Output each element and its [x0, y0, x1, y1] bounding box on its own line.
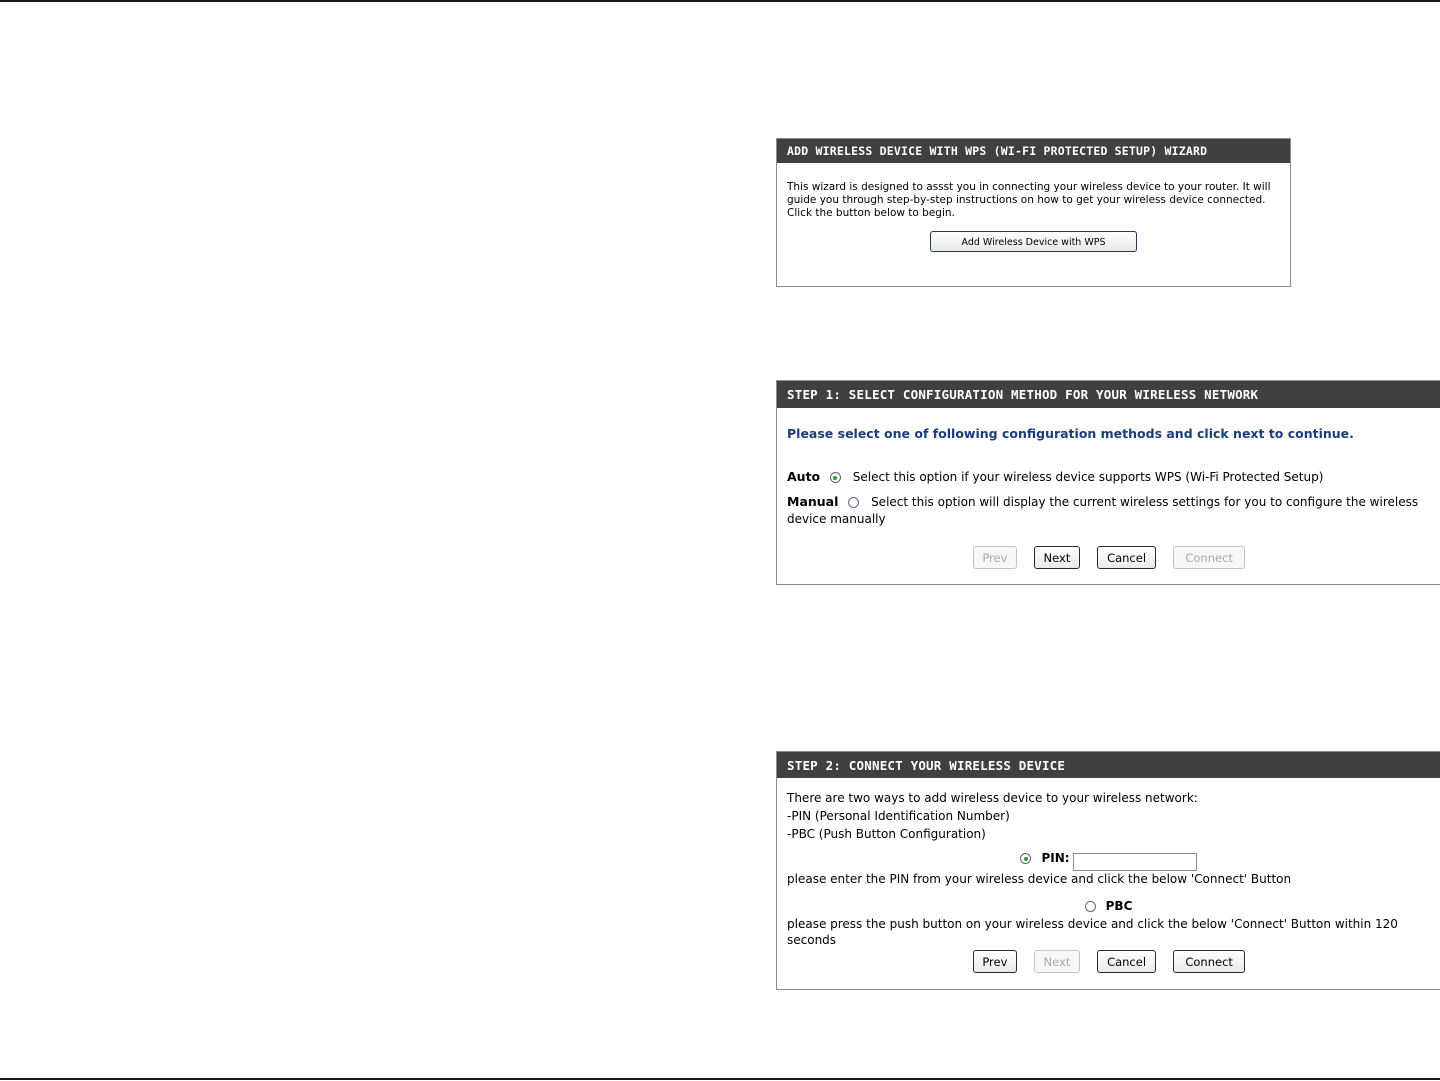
- manual-label: Manual: [787, 494, 839, 509]
- step2-panel: [776, 751, 1440, 990]
- auto-description: Select this option if your wireless device supports WPS (Wi-Fi Protected Setup): [852, 470, 1324, 484]
- step2-intro-line: There are two ways to add wireless device to your wireless network:: [787, 791, 1198, 805]
- pin-option-row: [787, 848, 1430, 871]
- manual-description: Select this option will display the current wireless settings for you to configure the wireless device manually: [787, 495, 1419, 526]
- pbc-option-row: [787, 896, 1430, 916]
- step2-title: STEP 2: CONNECT YOUR WIRELESS DEVICE: [777, 752, 1440, 778]
- manual-option-row: [787, 493, 1430, 528]
- wps-wizard-title: ADD WIRELESS DEVICE WITH WPS (WI-FI PROTECTED SETUP) WIZARD: [777, 139, 1290, 163]
- step2-next-button[interactable]: Next: [1034, 950, 1080, 973]
- step1-panel: [776, 380, 1440, 585]
- manual-radio[interactable]: [848, 497, 859, 508]
- step1-prev-button[interactable]: Prev: [973, 546, 1017, 569]
- pbc-hint: please press the push button on your wireless device and click the below 'Connect' Button within 120 seconds: [787, 916, 1398, 947]
- wps-wizard-description: This wizard is designed to assst you in connecting your wireless device to your router. It will guide you through step-by-step instructions on how to get your wireless device connected. Click the button below to begin.: [787, 181, 1271, 219]
- auto-option-row: [787, 469, 1430, 485]
- step2-intro-pbc: -PBC (Push Button Configuration): [787, 827, 986, 841]
- auto-radio[interactable]: [830, 472, 841, 483]
- step1-lead-text: Please select one of following configuration methods and click next to continue.: [787, 426, 1354, 441]
- step1-connect-button[interactable]: Connect: [1173, 546, 1245, 569]
- pbc-radio[interactable]: [1085, 901, 1096, 912]
- step1-cancel-button[interactable]: Cancel: [1097, 546, 1156, 569]
- pin-hint: please enter the PIN from your wireless device and click the below 'Connect' Button: [787, 871, 1292, 886]
- step1-next-button[interactable]: Next: [1034, 546, 1080, 569]
- step2-prev-button[interactable]: Prev: [973, 950, 1017, 973]
- bottom-rule: [0, 1078, 1440, 1080]
- step2-connect-button[interactable]: Connect: [1173, 950, 1245, 973]
- wps-wizard-panel: [776, 138, 1291, 287]
- auto-label: Auto: [787, 469, 821, 484]
- pin-input[interactable]: [1073, 853, 1197, 871]
- step2-intro-pin: -PIN (Personal Identification Number): [787, 809, 1010, 823]
- step2-intro: [787, 789, 1430, 843]
- top-rule: [0, 0, 1440, 2]
- pin-radio[interactable]: [1020, 853, 1031, 864]
- pin-label: PIN:: [1041, 851, 1070, 865]
- step2-button-row: [777, 950, 1440, 973]
- step1-button-row: [777, 546, 1440, 569]
- pbc-label: PBC: [1105, 898, 1133, 913]
- step2-cancel-button[interactable]: Cancel: [1097, 950, 1156, 973]
- add-wireless-device-button[interactable]: Add Wireless Device with WPS: [930, 231, 1137, 252]
- step1-title: STEP 1: SELECT CONFIGURATION METHOD FOR YOUR WIRELESS NETWORK: [777, 381, 1440, 408]
